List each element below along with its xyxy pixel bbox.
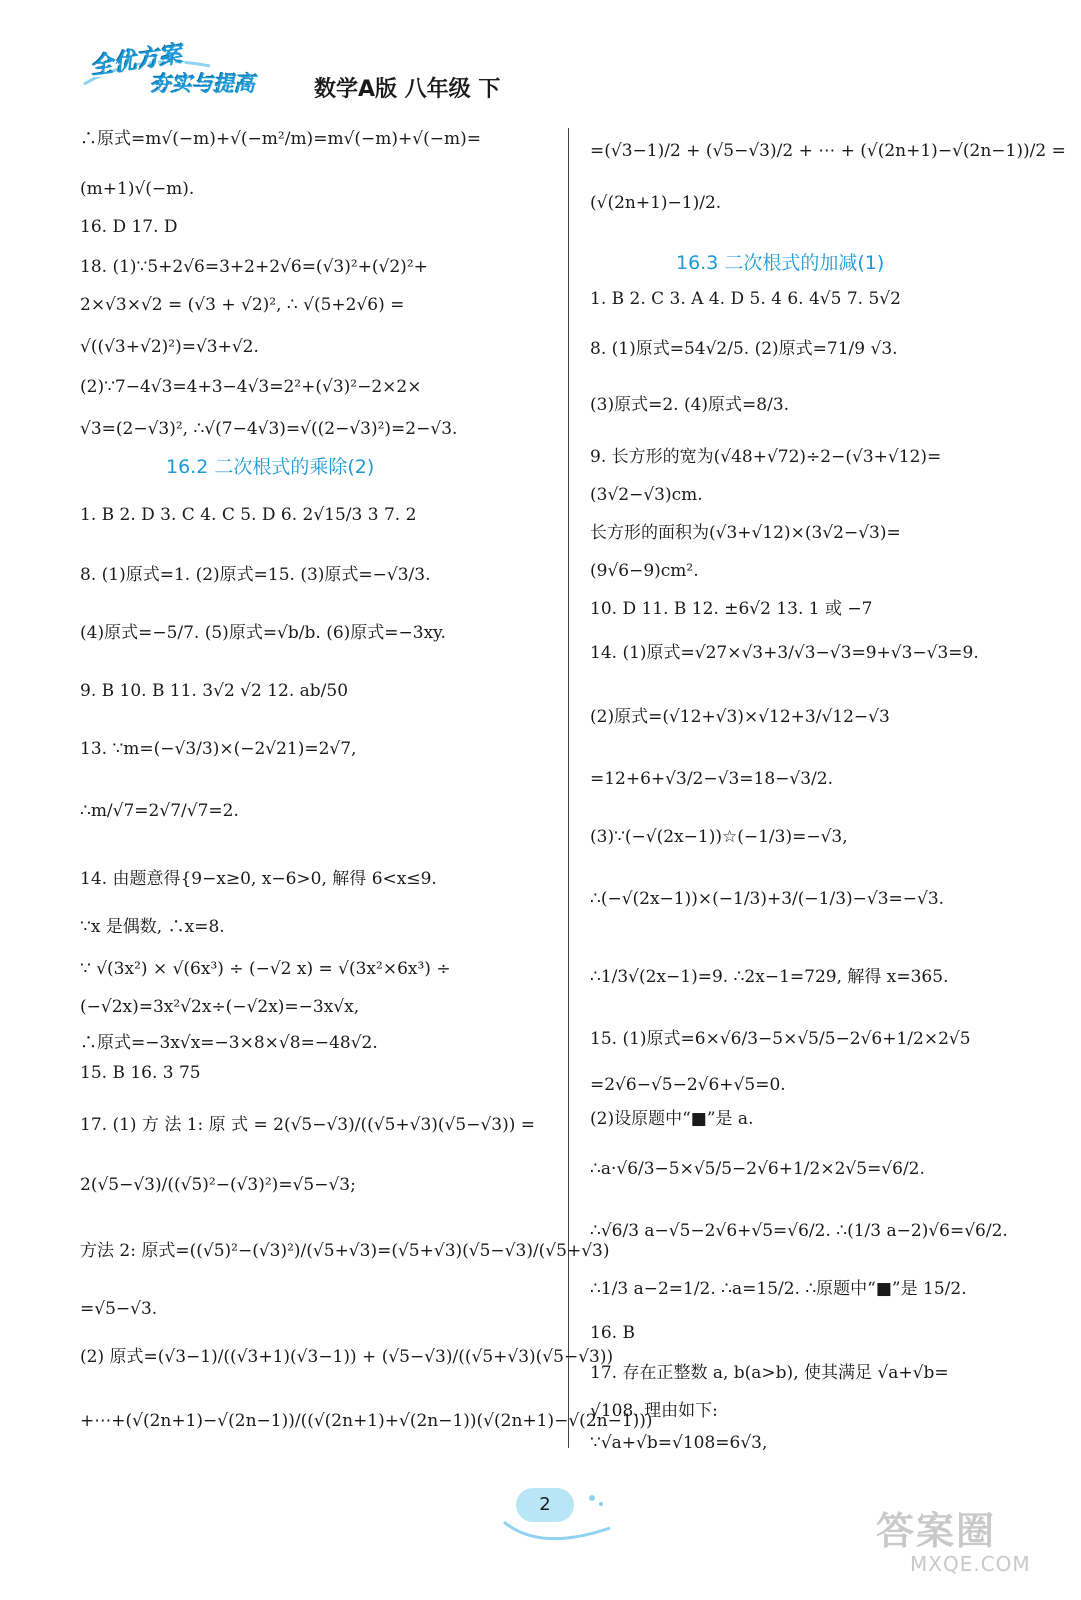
answer-line: =12+6+√3/2−√3=18−√3/2. <box>590 769 833 789</box>
answer-line: (3√2−√3)cm. <box>590 485 703 505</box>
answer-line: 9. B 10. B 11. 3√2 √2 12. ab/50 <box>80 681 349 701</box>
answer-line: 8. (1)原式=1. (2)原式=15. (3)原式=−√3/3. <box>80 565 431 585</box>
logo-line2: 夯实与提高 <box>150 72 255 96</box>
answer-line: 17. (1) 方 法 1: 原 式 = 2(√5−√3)/((√5+√3)(√5−√3)) = <box>80 1115 536 1135</box>
answer-line: 1. B 2. D 3. C 4. C 5. D 6. 2√15/3 3 7. 2 <box>80 505 417 525</box>
answer-line: 长方形的面积为(√3+√12)×(3√2−√3)= <box>590 523 901 543</box>
answer-line: (3)∵(−√(2x−1))☆(−1/3)=−√3, <box>590 827 848 847</box>
answer-line: (2)设原题中“■”是 a. <box>590 1109 754 1129</box>
watermark-logo-text: 答案圈 <box>876 1509 997 1553</box>
answer-line: ∴(−√(2x−1))×(−1/3)+3/(−1/3)−√3=−√3. <box>590 889 945 909</box>
answer-line: (2) 原式=(√3−1)/((√3+1)(√3−1)) + (√5−√3)/((√5+√3)(√5−√3)) <box>80 1347 614 1367</box>
answer-line: √108. 理由如下: <box>590 1401 718 1421</box>
answer-line: 9. 长方形的宽为(√48+√72)÷2−(√3+√12)= <box>590 447 942 467</box>
answer-line: 14. (1)原式=√27×√3+3/√3−√3=9+√3−√3=9. <box>590 643 979 663</box>
answer-line: =√5−√3. <box>80 1299 158 1319</box>
answer-line: 15. B 16. 3 75 <box>80 1063 201 1083</box>
answer-line: 15. (1)原式=6×√6/3−5×√5/5−2√6+1/2×2√5 <box>590 1029 971 1049</box>
watermark-url: MXQE.COM <box>910 1552 1031 1576</box>
answer-line: √((√3+√2)²)=√3+√2. <box>80 337 259 357</box>
page-title: 数学A版 八年级 下 <box>314 77 501 102</box>
answer-line: ∵ √(3x²) × √(6x³) ÷ (−√2 x) = √(3x²×6x³) ÷ <box>80 959 451 979</box>
answer-line: (9√6−9)cm². <box>590 561 699 581</box>
answer-line: ∴√6/3 a−√5−2√6+√5=√6/2. ∴(1/3 a−2)√6=√6/2. <box>590 1221 1008 1241</box>
book-logo <box>80 38 280 100</box>
answer-line: +⋯+(√(2n+1)−√(2n−1))/((√(2n+1)+√(2n−1))(√(2n+1)−√(2n−1))) <box>80 1411 653 1431</box>
answer-line: √3=(2−√3)², ∴√(7−4√3)=√((2−√3)²)=2−√3. <box>80 419 458 439</box>
answer-line: 13. ∵m=(−√3/3)×(−2√21)=2√7, <box>80 739 357 759</box>
page-header <box>80 38 600 108</box>
answer-line: 2(√5−√3)/((√5)²−(√3)²)=√5−√3; <box>80 1175 356 1195</box>
answer-line: 1. B 2. C 3. A 4. D 5. 4 6. 4√5 7. 5√2 <box>590 289 901 309</box>
logo-line1: 全优方案 <box>88 41 184 81</box>
answer-line: 方法 2: 原式=((√5)²−(√3)²)/(√5+√3)=(√5+√3)(√5−√3)/(√5+√3) <box>80 1241 610 1261</box>
section-heading: 16.3 二次根式的加减(1) <box>676 252 885 274</box>
answer-line: 16. B <box>590 1323 635 1343</box>
answer-line: ∴原式=−3x√x=−3×8×√8=−48√2. <box>80 1033 378 1053</box>
answer-line: ∴m/√7=2√7/√7=2. <box>80 801 239 821</box>
answer-line: ∵√a+√b=√108=6√3, <box>590 1433 768 1453</box>
answer-line: (√(2n+1)−1)/2. <box>590 193 722 213</box>
answer-line: =(√3−1)/2 + (√5−√3)/2 + ⋯ + (√(2n+1)−√(2n−1))/2 = <box>590 141 1066 161</box>
answer-line: 16. D 17. D <box>80 217 178 237</box>
answer-line: ∴1/3√(2x−1)=9. ∴2x−1=729, 解得 x=365. <box>590 967 949 987</box>
answer-line: (4)原式=−5/7. (5)原式=√b/b. (6)原式=−3xy. <box>80 623 446 643</box>
answer-line: 14. 由题意得{9−x≥0, x−6>0, 解得 6<x≤9. <box>80 869 437 889</box>
section-heading: 16.2 二次根式的乘除(2) <box>166 456 375 478</box>
answer-line: (3)原式=2. (4)原式=8/3. <box>590 395 790 415</box>
answer-line: 8. (1)原式=54√2/5. (2)原式=71/9 √3. <box>590 339 898 359</box>
answer-line: (−√2x)=3x²√2x÷(−√2x)=−3x√x, <box>80 997 360 1017</box>
answer-line: 10. D 11. B 12. ±6√2 13. 1 或 −7 <box>590 599 873 619</box>
watermark <box>866 1500 1066 1590</box>
answer-line: 2×√3×√2 = (√3 + √2)², ∴ √(5+2√6) = <box>80 295 405 315</box>
answer-line: (m+1)√(−m). <box>80 179 195 199</box>
answer-line: ∴1/3 a−2=1/2. ∴a=15/2. ∴原题中“■”是 15/2. <box>590 1279 967 1299</box>
answer-line: ∵x 是偶数, ∴x=8. <box>80 917 225 937</box>
answer-line: (2)原式=(√12+√3)×√12+3/√12−√3 <box>590 707 890 727</box>
page-footer <box>500 1482 660 1552</box>
answer-line: ∴原式=m√(−m)+√(−m²/m)=m√(−m)+√(−m)= <box>80 129 481 149</box>
answer-line: 18. (1)∵5+2√6=3+2+2√6=(√3)²+(√2)²+ <box>80 257 428 277</box>
answer-line: 17. 存在正整数 a, b(a>b), 使其满足 √a+√b= <box>590 1363 949 1383</box>
answer-line: =2√6−√5−2√6+√5=0. <box>590 1075 786 1095</box>
answer-line: (2)∵7−4√3=4+3−4√3=2²+(√3)²−2×2× <box>80 377 422 397</box>
page-number: 2 <box>516 1488 574 1522</box>
answer-line: ∴a·√6/3−5×√5/5−2√6+1/2×2√5=√6/2. <box>590 1159 925 1179</box>
